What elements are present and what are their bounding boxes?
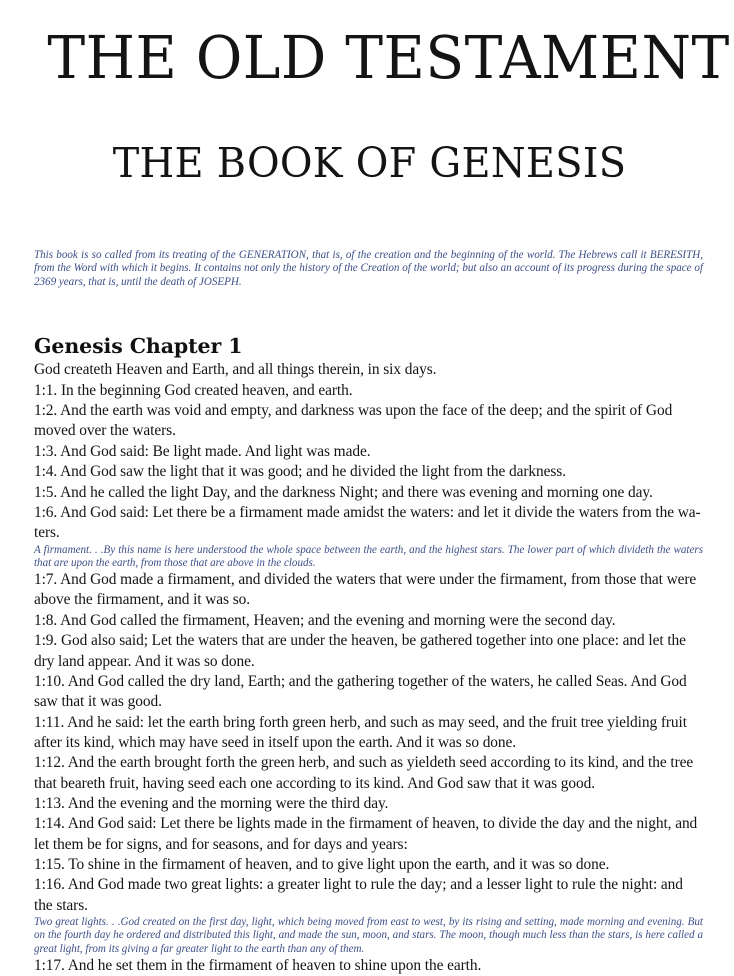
- chapter-body: [34, 360, 705, 976]
- verse-group-one: [34, 381, 705, 544]
- chapter-heading: Genesis Chapter 1: [34, 333, 243, 358]
- verse-line: 1:13. And the evening and the morning were the third day.: [34, 794, 389, 812]
- book-title: THE BOOK OF GENESIS: [112, 139, 627, 187]
- verse-line: 1:7. And God made a firmament, and divided the waters that were under the firmament, from those that were above the firmament, and it was so.: [34, 571, 697, 609]
- verse-line: 1:5. And he called the light Day, and the darkness Night; and there was evening and morning one day.: [34, 483, 653, 501]
- annotation-note-two-great-lights: Two great lights. . .God created on the first day, light, which being moved from east to west, by its rising and setting, made morning and evening. But on the fourth day he ordered and distributed this light, and made the sun, moon, and stars. The moon, though much less than the stars, is here called a great light, from its giving a far greater light to the earth than any of them.: [34, 915, 703, 955]
- verse-group-three: [34, 956, 705, 976]
- verse-line: 1:15. To shine in the firmament of heaven, and to give light upon the earth, and it was so done.: [34, 855, 610, 873]
- chapter-summary: God createth Heaven and Earth, and all things therein, in six days.: [34, 361, 437, 379]
- verse-line: 1:14. And God said: Let there be lights made in the firmament of heaven, to divide the day and the night, and let them be for signs, and for seasons, and for days and years:: [34, 815, 698, 853]
- verse-line: 1:4. And God saw the light that it was good; and he divided the light from the darkness.: [34, 463, 566, 481]
- verse-line: 1:10. And God called the dry land, Earth; and the gathering together of the waters, he called Seas. And God saw that it was good.: [34, 672, 687, 711]
- document-title: THE OLD TESTAMENT: [47, 23, 730, 92]
- book-introduction-note: This book is so called from its treating of the GENERATION, that is, of the creation and the beginning of the world. The Hebrews call it BERESITH, from the Word with which it begins. It contains not only the history of the Creation of the world; but also an account of its progress during the space of 2369 years, that is, until the death of JOSEPH.: [34, 249, 703, 288]
- verse-line: 1:16. And God made two great lights: a greater light to rule the day; and a lesser light to rule the night: and the stars.: [34, 876, 683, 914]
- verse-line: 1:9. God also said; Let the waters that are under the heaven, be gathered together into one place: and let the dry land appear. And it was so done.: [34, 632, 686, 670]
- verse-line: 1:17. And he set them in the firmament of heaven to shine upon the earth.: [34, 956, 482, 974]
- verse-line: 1:3. And God said: Be light made. And light was made.: [34, 442, 371, 460]
- verse-line: 1:2. And the earth was void and empty, and darkness was upon the face of the deep; and the spirit of God moved over the waters.: [34, 402, 673, 440]
- verse-line: 1:1. In the beginning God created heaven, and earth.: [34, 381, 353, 399]
- verse-line: 1:8. And God called the firmament, Heaven; and the evening and morning were the second day.: [34, 611, 616, 629]
- verse-line: 1:12. And the earth brought forth the green herb, and such as yieldeth seed according to its kind, and the tree that beareth fruit, having seed each one according to its kind. And God saw that it was good.: [34, 754, 694, 792]
- annotation-note-firmament: A firmament. . .By this name is here understood the whole space between the earth, and the highest stars. The lower part of which divideth the waters that are upon the earth, from those that are above in the clouds.: [34, 543, 703, 569]
- verse-group-two: [34, 570, 705, 916]
- verse-line: 1:11. And he said: let the earth bring forth green herb, and such as may seed, and the fruit tree yielding fruit after its kind, which may have seed in itself upon the earth. And it was so done.: [34, 713, 687, 751]
- verse-line: 1:6. And God said: Let there be a firmament made amidst the waters: and let it divide the waters from the wa-ters.: [34, 503, 701, 542]
